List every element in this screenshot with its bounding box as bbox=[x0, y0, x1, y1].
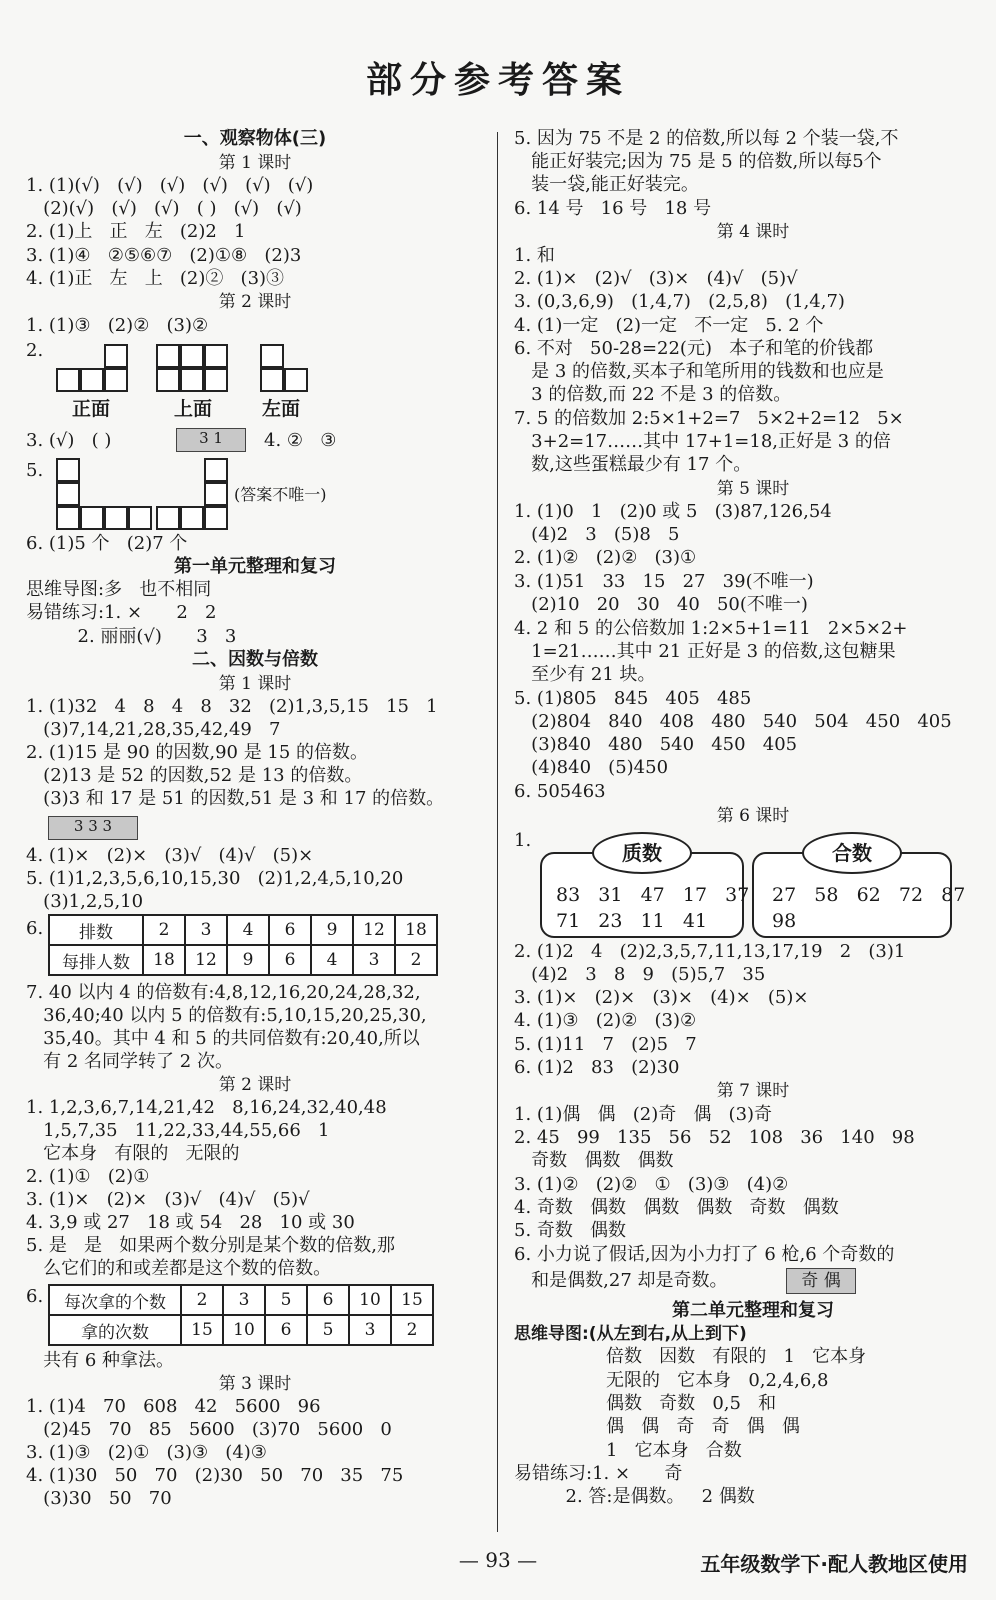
answer-line: (4)840 (5)450 bbox=[514, 757, 669, 778]
answer-line: 3. (√) ( ) bbox=[26, 430, 112, 451]
answer-line: 3. (1)③ (2)① (3)③ (4)③ bbox=[26, 1442, 267, 1463]
answer-line: 6. (1)2 83 (2)30 bbox=[514, 1057, 680, 1078]
answer-line: 3. (1)② (2)② ① (3)③ (4)② bbox=[514, 1174, 789, 1195]
answer-line: 至少有 21 块。 bbox=[514, 664, 656, 685]
table-cell: 15 bbox=[391, 1285, 433, 1315]
answer-line: 是 3 的倍数,买本子和笔所用的钱数和也应是 bbox=[514, 361, 884, 382]
answer-line: 2. (1)② (2)② (3)① bbox=[514, 547, 697, 568]
answer-line: 它本身 有限的 无限的 bbox=[26, 1143, 240, 1164]
table-row bbox=[49, 1315, 433, 1345]
answer-line: (2)(√) (√) (√) ( ) (√) (√) bbox=[26, 198, 302, 219]
table-cell: 10 bbox=[223, 1315, 265, 1345]
table-cell: 每次拿的个数 bbox=[49, 1285, 181, 1315]
answer-line: 偶数 奇数 0,5 和 bbox=[606, 1393, 777, 1414]
table-cell: 18 bbox=[143, 945, 185, 975]
answer-line: 4. 2 和 5 的公倍数加 1:2×5+1=11 2×5×2+ bbox=[514, 618, 908, 639]
table-cell: 6 bbox=[265, 1315, 307, 1345]
table-cell: 每排人数 bbox=[49, 945, 143, 975]
answer-line: 4. 3,9 或 27 18 或 54 28 10 或 30 bbox=[26, 1212, 355, 1233]
answer-line: 4. (1)正 左 上 (2)② (3)③ bbox=[26, 268, 285, 289]
table-cell: 9 bbox=[311, 915, 353, 945]
prime-label: 质数 bbox=[592, 832, 692, 874]
table-cell: 2 bbox=[391, 1315, 433, 1345]
answer-line: 5. (1)1,2,3,5,6,10,15,30 (2)1,2,4,5,10,20 bbox=[26, 868, 404, 889]
ways-table bbox=[48, 1284, 434, 1346]
answer-line: 4. (1)× (2)× (3)√ (4)√ (5)× bbox=[26, 845, 314, 866]
answer-line: 4. 奇数 偶数 偶数 偶数 奇数 偶数 bbox=[514, 1197, 839, 1218]
lesson-heading: 第 6 课时 bbox=[716, 806, 790, 826]
answer-line: 6. 505463 bbox=[514, 781, 606, 802]
composite-list: 98 bbox=[772, 910, 797, 932]
answer-line: 4. (1)一定 (2)一定 不一定 5. 2 个 bbox=[514, 315, 824, 336]
answer-line: (2)804 840 408 480 540 504 450 405 bbox=[514, 711, 952, 732]
answer-line: 5. 奇数 偶数 bbox=[514, 1220, 627, 1241]
answer-line: 7. 40 以内 4 的倍数有:4,8,12,16,20,24,28,32, bbox=[26, 982, 421, 1003]
note-text: (答案不唯一) bbox=[234, 485, 327, 504]
answer-line: 共有 6 种拿法。 bbox=[26, 1350, 175, 1371]
table-cell: 5 bbox=[265, 1285, 307, 1315]
answer-line: (4)2 3 8 9 (5)5,7 35 bbox=[514, 964, 766, 985]
answer-line: 装一袋,能正好装完。 bbox=[514, 174, 699, 195]
answer-line: 2. (1)× (2)√ (3)× (4)√ (5)√ bbox=[514, 268, 798, 289]
answer-line: 5. (1)11 7 (2)5 7 bbox=[514, 1034, 697, 1055]
answer-line: 1. (1)(√) (√) (√) (√) (√) (√) bbox=[26, 175, 314, 196]
answer-line: 3. (0,3,6,9) (1,4,7) (2,5,8) (1,4,7) bbox=[514, 291, 845, 312]
lesson-heading: 第 7 课时 bbox=[716, 1081, 790, 1101]
answer-line: 2. (1)2 4 (2)2,3,5,7,11,13,17,19 2 (3)1 bbox=[514, 941, 906, 962]
answer-line: 4. (1)30 50 70 (2)30 50 70 35 75 bbox=[26, 1465, 404, 1486]
table-cell: 6 bbox=[307, 1285, 349, 1315]
answer-line: 6. (1)5 个 (2)7 个 bbox=[26, 533, 188, 554]
answer-line: 6. bbox=[26, 918, 44, 939]
lesson-heading: 第 1 课时 bbox=[218, 674, 292, 694]
table-cell: 3 bbox=[349, 1315, 391, 1345]
answer-line: 2. 答:是偶数。 2 偶数 bbox=[514, 1486, 755, 1507]
lesson-heading: 第 1 课时 bbox=[218, 153, 292, 173]
answer-line: 思维导图:多 也不相同 bbox=[26, 579, 212, 600]
table-cell: 拿的次数 bbox=[49, 1315, 181, 1345]
answer-line: 1. (1)偶 偶 (2)奇 偶 (3)奇 bbox=[514, 1104, 773, 1125]
table-cell: 15 bbox=[181, 1315, 223, 1345]
table-cell: 6 bbox=[269, 915, 311, 945]
answer-line: 1,5,7,35 11,22,33,44,55,66 1 bbox=[26, 1120, 330, 1141]
composite-list: 27 58 62 72 87 bbox=[772, 884, 966, 906]
table-row bbox=[49, 915, 437, 945]
answer-line: (2)10 20 30 40 50(不唯一) bbox=[514, 594, 808, 615]
answer-line: (3)7,14,21,28,35,42,49 7 bbox=[26, 719, 281, 740]
answer-line: 35,40。其中 4 和 5 的共同倍数有:20,40,所以 bbox=[26, 1028, 420, 1049]
answer-stamp: 3 1 bbox=[176, 428, 246, 452]
answer-line: 3 的倍数,而 22 不是 3 的倍数。 bbox=[514, 384, 792, 405]
answer-line: 1 它本身 合数 bbox=[606, 1440, 742, 1461]
rows-table bbox=[48, 914, 438, 976]
answer-line: 2. (1)15 是 90 的因数,90 是 15 的倍数。 bbox=[26, 742, 369, 763]
lesson-heading: 第 2 课时 bbox=[218, 292, 292, 312]
answer-line: 易错练习:1. × 奇 bbox=[514, 1463, 683, 1484]
left-view-label: 左面 bbox=[262, 398, 301, 420]
answer-line: 和是偶数,27 却是奇数。 bbox=[514, 1270, 728, 1291]
table-cell: 2 bbox=[143, 915, 185, 945]
answer-line: 5. 是 是 如果两个数分别是某个数的倍数,那 bbox=[26, 1235, 395, 1256]
answer-line: (2)45 70 85 5600 (3)70 5600 0 bbox=[26, 1419, 392, 1440]
answer-line: (3)840 480 540 450 405 bbox=[514, 734, 798, 755]
answer-line: 3. (1)51 33 15 27 39(不唯一) bbox=[514, 571, 814, 592]
answer-line: 奇数 偶数 偶数 bbox=[514, 1150, 674, 1171]
answer-line: 5. 因为 75 不是 2 的倍数,所以每 2 个装一袋,不 bbox=[514, 128, 899, 149]
lesson-heading: 第 3 课时 bbox=[218, 1374, 292, 1394]
answer-line: 倍数 因数 有限的 1 它本身 bbox=[606, 1346, 867, 1367]
table-cell: 9 bbox=[227, 945, 269, 975]
answer-line: 6. 14 号 16 号 18 号 bbox=[514, 198, 712, 219]
table-cell: 6 bbox=[269, 945, 311, 975]
answer-line: 1. (1)4 70 608 42 5600 96 bbox=[26, 1396, 321, 1417]
answer-stamp: 奇 偶 bbox=[786, 1268, 856, 1294]
table-cell: 10 bbox=[349, 1285, 391, 1315]
answer-line: (3)1,2,5,10 bbox=[26, 891, 144, 912]
top-view-label: 上面 bbox=[174, 398, 213, 420]
answer-line: 能正好装完;因为 75 是 5 的倍数,所以每5个 bbox=[514, 151, 882, 172]
answer-line: 1. bbox=[514, 830, 532, 851]
table-cell: 18 bbox=[395, 915, 437, 945]
answer-line: 7. 5 的倍数加 2:5×1+2=7 5×2+2=12 5× bbox=[514, 408, 904, 429]
unit-review-heading: 第一单元整理和复习 bbox=[174, 556, 336, 577]
lesson-heading: 第 2 课时 bbox=[218, 1075, 292, 1095]
table-cell: 2 bbox=[395, 945, 437, 975]
prime-list: 71 23 11 41 bbox=[556, 910, 708, 932]
lesson-heading: 第 4 课时 bbox=[716, 222, 790, 242]
answer-line: (2)13 是 52 的因数,52 是 13 的倍数。 bbox=[26, 765, 363, 786]
answer-line: 易错练习:1. × 2 2 bbox=[26, 602, 217, 623]
answer-line: 有 2 名同学转了 2 次。 bbox=[26, 1051, 233, 1072]
answer-line: (4)2 3 (5)8 5 bbox=[514, 524, 680, 545]
unit-2-heading: 二、因数与倍数 bbox=[192, 649, 318, 670]
answer-line: 5. bbox=[26, 460, 44, 481]
answer-line: 3. (1)× (2)× (3)√ (4)√ (5)√ bbox=[26, 1189, 310, 1210]
table-cell: 4 bbox=[227, 915, 269, 945]
table-cell: 3 bbox=[223, 1285, 265, 1315]
answer-line: 5. (1)805 845 405 485 bbox=[514, 688, 752, 709]
page-title: 部分参考答案 bbox=[365, 60, 630, 101]
table-cell: 2 bbox=[181, 1285, 223, 1315]
table-cell: 12 bbox=[353, 915, 395, 945]
answer-line: 2. bbox=[26, 340, 44, 361]
answer-line: 1=21……其中 21 正好是 3 的倍数,这包糖果 bbox=[514, 641, 896, 662]
answer-line: 1. 和 bbox=[514, 245, 555, 266]
table-cell: 3 bbox=[185, 915, 227, 945]
answer-line: (3)3 和 17 是 51 的因数,51 是 3 和 17 的倍数。 bbox=[26, 788, 445, 809]
answer-line: 1. 1,2,3,6,7,14,21,42 8,16,24,32,40,48 bbox=[26, 1097, 387, 1118]
mind-map-heading: 思维导图:(从左到右,从上到下) bbox=[514, 1324, 747, 1344]
table-cell: 4 bbox=[311, 945, 353, 975]
prime-list: 83 31 47 17 37 bbox=[556, 884, 750, 906]
table-cell: 3 bbox=[353, 945, 395, 975]
table-cell: 排数 bbox=[49, 915, 143, 945]
answer-line: 6. 不对 50-28=22(元) 本子和笔的价钱都 bbox=[514, 338, 874, 359]
composite-label: 合数 bbox=[802, 832, 902, 874]
table-cell: 12 bbox=[185, 945, 227, 975]
unit-1-heading: 一、观察物体(三) bbox=[183, 128, 327, 149]
answer-line: 4. ② ③ bbox=[264, 430, 337, 451]
answer-line: 3+2=17……其中 17+1=18,正好是 3 的倍 bbox=[514, 431, 891, 452]
answer-line: 3. (1)× (2)× (3)× (4)× (5)× bbox=[514, 987, 809, 1008]
answer-line: 36,40;40 以内 5 的倍数有:5,10,15,20,25,30, bbox=[26, 1005, 427, 1026]
answer-line: 2. (1)上 正 左 (2)2 1 bbox=[26, 221, 246, 242]
answer-line: 3. (1)④ ②⑤⑥⑦ (2)①⑧ (2)3 bbox=[26, 245, 302, 266]
table-row bbox=[49, 945, 437, 975]
answer-line: 1. (1)③ (2)② (3)② bbox=[26, 315, 209, 336]
answer-line: 2. 45 99 135 56 52 108 36 140 98 bbox=[514, 1127, 915, 1148]
front-view-label: 正面 bbox=[72, 398, 111, 420]
table-row bbox=[49, 1285, 433, 1315]
answer-line: 2. (1)① (2)① bbox=[26, 1166, 150, 1187]
column-divider bbox=[497, 132, 498, 1532]
answer-line: 1. (1)32 4 8 4 8 32 (2)1,3,5,15 15 1 bbox=[26, 696, 438, 717]
answer-line: (3)30 50 70 bbox=[26, 1488, 172, 1509]
answer-line: 2. 丽丽(√) 3 3 bbox=[26, 626, 237, 647]
unit-review-heading: 第二单元整理和复习 bbox=[672, 1300, 834, 1321]
answer-line: 6. bbox=[26, 1286, 44, 1307]
answer-line: 1. (1)0 1 (2)0 或 5 (3)87,126,54 bbox=[514, 501, 832, 522]
page-number: — 93 — bbox=[458, 1548, 538, 1572]
book-title-footer: 五年级数学下·配人教地区使用 bbox=[700, 1552, 968, 1576]
answer-line: 4. (1)③ (2)② (3)② bbox=[514, 1010, 697, 1031]
table-cell: 5 bbox=[307, 1315, 349, 1345]
answer-line: 无限的 它本身 0,2,4,6,8 bbox=[606, 1370, 829, 1391]
answer-stamp: 3 3 3 bbox=[48, 816, 138, 840]
answer-line: 偶 偶 奇 奇 偶 偶 bbox=[606, 1416, 800, 1437]
answer-line: 么它们的和或差都是这个数的倍数。 bbox=[26, 1258, 332, 1279]
answer-line: 数,这些蛋糕最少有 17 个。 bbox=[514, 454, 752, 475]
answer-line: 6. 小力说了假话,因为小力打了 6 枪,6 个奇数的 bbox=[514, 1244, 895, 1265]
lesson-heading: 第 5 课时 bbox=[716, 479, 790, 499]
